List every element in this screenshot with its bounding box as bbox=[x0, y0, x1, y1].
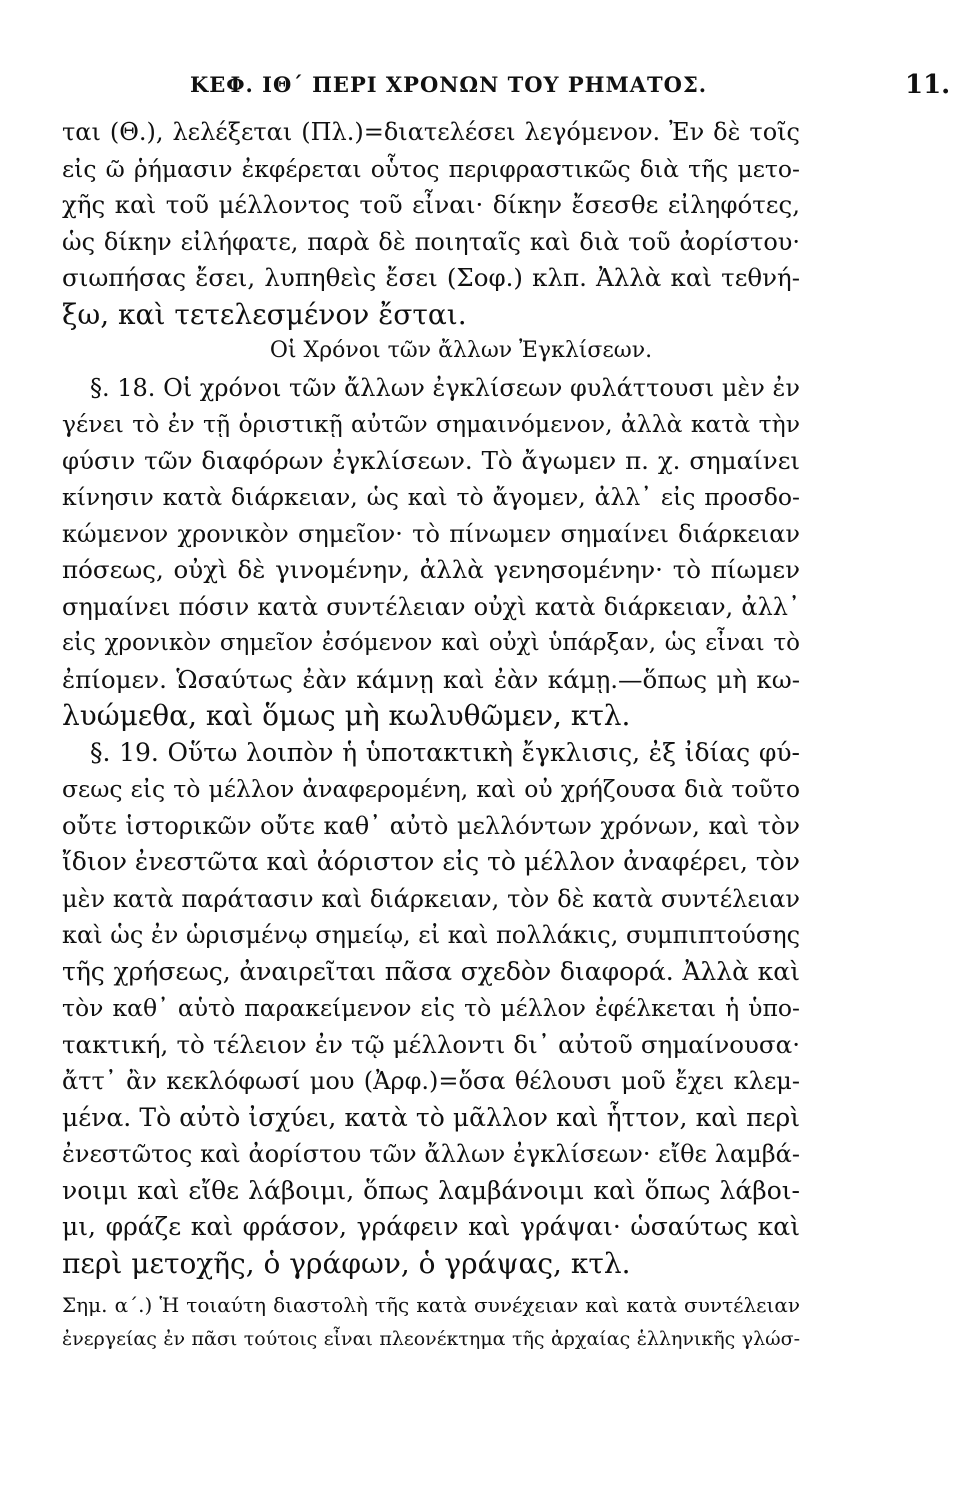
text-line: μι, φράζε καὶ φράσον, γράφειν καὶ γράψαι· ὡσαύτως καὶ bbox=[62, 1212, 800, 1241]
text-line: §. 18. Οἱ χρόνοι τῶν ἄλλων ἐγκλίσεων φυλάττουσι μὲν ἐν bbox=[90, 373, 800, 402]
text-line: μένα. Τὸ αὐτὸ ἰσχύει, κατὰ τὸ μᾶλλον καὶ ἧττον, καὶ περὶ bbox=[62, 1102, 800, 1132]
text-line: σεως εἰς τὸ μέλλον ἀναφερομένη, καὶ οὐ χρήζουσα διὰ τοῦτο bbox=[62, 775, 800, 803]
text-line: εἰς χρονικὸν σημεῖον ἐσόμενον καὶ οὐχὶ ὑπάρξαν, ὡς εἶναι τὸ bbox=[62, 630, 800, 656]
text-line: τακτική, τὸ τέλειον ἐν τῷ μέλλοντι δι᾽ αὐτοῦ σημαίνουσα· bbox=[62, 1029, 800, 1059]
text-line: εἰς ῶ ῥήμασιν ἐκφέρεται οὗτος περιφραστικῶς διὰ τῆς μετο- bbox=[62, 154, 800, 183]
text-line: ται (Θ.), λελέξεται (Πλ.)=διατελέσει λεγόμενον. Ἐν δὲ τοῖς bbox=[62, 118, 800, 146]
text-line: ἐνεστῶτος καὶ ἀορίστου τῶν ἄλλων ἐγκλίσεων· εἴθε λαμβά- bbox=[62, 1140, 800, 1168]
text-line: ἴδιον ἐνεστῶτα καὶ ἀόριστον εἰς τὸ μέλλον ἀναφέρει, τὸν bbox=[62, 847, 800, 876]
text-line: λυώμεθα, καὶ ὅμως μὴ κωλυθῶμεν, κτλ. bbox=[62, 699, 631, 732]
text-line: σιωπήσας ἔσει, λυπηθεὶς ἔσει (Σοφ.) κλπ. Ἀλλὰ καὶ τεθνή- bbox=[62, 263, 800, 292]
text-line: τὸν καθ᾽ αὑτὸ παρακείμενον εἰς τὸ μέλλον ἐφέλκεται ἡ ὑπο- bbox=[62, 994, 800, 1022]
text-line: οὔτε ἱστορικῶν οὔτε καθ᾽ αὐτὸ μελλόντων χρόνων, καὶ τὸν bbox=[62, 811, 800, 840]
text-line: μὲν κατὰ παράτασιν καὶ διάρκειαν, τὸν δὲ κατὰ συντέλειαν bbox=[62, 884, 800, 913]
text-line: κώμενον χρονικὸν σημεῖον· τὸ πίνωμεν σημαίνει διάρκειαν bbox=[62, 519, 800, 548]
section-subheading: Οἱ Χρόνοι τῶν ἄλλων Ἐγκλίσεων. bbox=[269, 338, 653, 363]
page-number: 11. bbox=[905, 70, 951, 100]
running-header: ΚΕΦ. ΙΘ΄ ΠΕΡΙ ΧΡΟΝΩΝ ΤΟΥ ΡΗΜΑΤΟΣ. bbox=[190, 72, 708, 97]
footnote bbox=[62, 1288, 800, 1356]
text-line: ὡς δίκην εἰλήφατε, παρὰ δὲ ποιηταῖς καὶ διὰ τοῦ ἀορίστου· bbox=[62, 227, 800, 256]
text-line: τῆς χρήσεως, ἀναιρεῖται πᾶσα σχεδὸν διαφορά. Ἀλλὰ καὶ bbox=[62, 956, 800, 986]
text-line: ξω, καὶ τετελεσμένον ἔσται. bbox=[62, 297, 467, 331]
text-line: ἐπίομεν. Ὡσαύτως ἐὰν κάμνῃ καὶ ἐὰν κάμῃ.—ὅπως μὴ κω- bbox=[62, 664, 800, 694]
footnote-line: ἐνεργείας ἐν πᾶσι τούτοις εἶναι πλεονέκτημα τῆς ἀρχαίας ἑλληνικῆς γλώσ- bbox=[62, 1328, 800, 1350]
text-line: περὶ μετοχῆς, ὁ γράφων, ὁ γράψας, κτλ. bbox=[62, 1246, 631, 1280]
text-line: γένει τὸ ἐν τῇ ὁριστικῇ αὐτῶν σημαινόμενον, ἀλλὰ κατὰ τὴν bbox=[62, 410, 800, 438]
text-line: πόσεως, οὐχὶ δὲ γινομένην, ἀλλὰ γενησομένην· τὸ πίωμεν bbox=[62, 555, 800, 584]
text-line: ἄττ᾽ ἂν κεκλόφωσί μου (Ἀρφ.)=ὅσα θέλουσι μοῦ ἔχει κλεμ- bbox=[62, 1067, 800, 1095]
text-line: χῆς καὶ τοῦ μέλλοντος τοῦ εἶναι· δίκην ἔσεσθε εἰληφότες, bbox=[62, 190, 800, 219]
text-line: σημαίνει πόσιν κατὰ συντέλειαν οὐχὶ κατὰ διάρκειαν, ἀλλ᾽ bbox=[62, 592, 800, 621]
text-line: κίνησιν κατὰ διάρκειαν, ὡς καὶ τὸ ἄγομεν, ἀλλ᾽ εἰς προσδο- bbox=[62, 483, 800, 511]
page-body bbox=[62, 114, 800, 1282]
footnote-line: Σημ. α΄.) Ἡ τοιαύτη διαστολὴ τῆς κατὰ συνέχειαν καὶ κατὰ συντέλειαν bbox=[62, 1293, 800, 1317]
text-line: νοιμι καὶ εἴθε λάβοιμι, ὅπως λαμβάνοιμι καὶ ὅπως λάβοι- bbox=[62, 1175, 800, 1205]
text-line: §. 19. Οὕτω λοιπὸν ἡ ὑποτακτικὴ ἔγκλισις, ἐξ ἰδίας φύ- bbox=[90, 737, 800, 767]
text-line: καὶ ὡς ἐν ὡρισμένῳ σημείῳ, εἰ καὶ πολλάκις, συμπιπτούσης bbox=[62, 921, 801, 949]
text-line: φύσιν τῶν διαφόρων ἐγκλίσεων. Τὸ ἄγωμεν π. χ. σημαίνει bbox=[62, 445, 800, 475]
